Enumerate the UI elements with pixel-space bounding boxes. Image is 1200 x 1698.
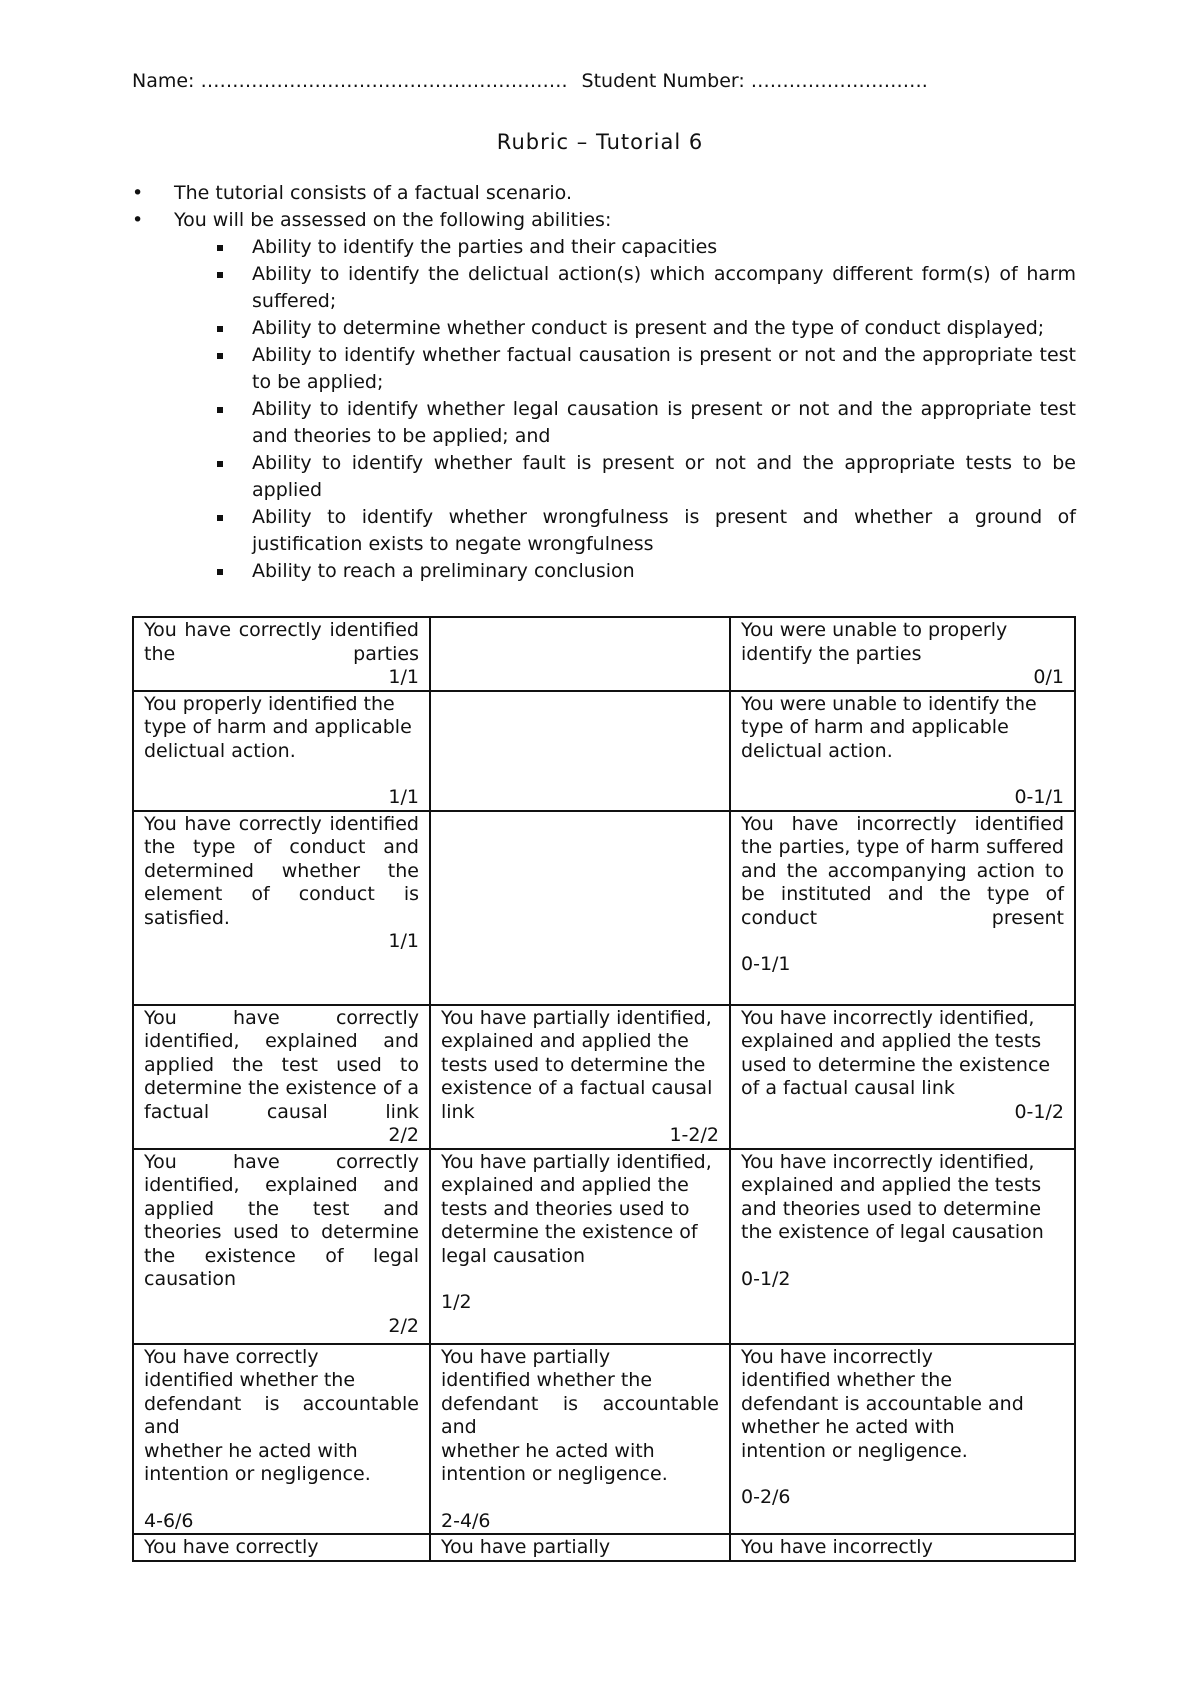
cell-text: You were unable to identify the type of harm and applicable delictual action. [741, 692, 1037, 762]
cell-line: intention or negligence. [144, 1463, 371, 1485]
cell-text: You have correctly identified the parties [144, 619, 419, 665]
cell-line: whether he acted with [441, 1439, 655, 1462]
cell-text: You have incorrectly identified the parties, type of harm suffered and the accompanying action to be instituted and the type of conduct present [741, 812, 1064, 929]
cell-text: You have incorrectly [741, 1536, 933, 1558]
rubric-cell [730, 1534, 1075, 1561]
cell-line: identified whether the [144, 1369, 356, 1391]
cell-line: whether he acted with [144, 1439, 358, 1462]
rubric-cell [133, 1149, 430, 1344]
cell-line: defendant is accountable [441, 1392, 719, 1415]
cell-line: You have partially [441, 1345, 611, 1368]
cell-line: intention or negligence. [741, 1439, 968, 1462]
rubric-cell [730, 617, 1075, 691]
rubric-cell [430, 691, 730, 811]
cell-line: defendant is accountable and [741, 1392, 1024, 1415]
rubric-cell [730, 1149, 1075, 1344]
ability-item: Ability to identify the delictual action(s) which accompany different form(s) of harm suffered; [132, 261, 1076, 315]
cell-text: You have correctly identified the type of conduct and determined whether the element of conduct is satisfied. [144, 812, 419, 929]
table-row [133, 811, 1075, 1005]
table-row [133, 1534, 1075, 1561]
cell-text: You have partially identified, explained and applied the tests used to determine the existence of a factual causal link [441, 1006, 713, 1123]
rubric-cell [430, 1149, 730, 1344]
cell-text: You have incorrectly identified, explained and applied the tests used to determine the existence of a factual causal link [741, 1006, 1051, 1099]
rubric-cell [133, 811, 430, 1005]
rubric-cell [133, 691, 430, 811]
rubric-cell [730, 811, 1075, 1005]
cell-text: You properly identified the type of harm and applicable delictual action. [144, 692, 412, 762]
cell-text: You were unable to properly identify the parties [741, 619, 1008, 665]
cell-line: whether he acted with [741, 1416, 955, 1438]
cell-text: You have partially identified, explained and applied the tests and theories used to determine the existence of legal causation [441, 1150, 712, 1267]
cell-mark: 0-1/1 [1014, 786, 1064, 808]
rubric-table [132, 616, 1076, 1562]
cell-mark: 0-1/2 [741, 1267, 791, 1290]
rubric-cell [430, 811, 730, 1005]
cell-text: You have incorrectly identified, explained and applied the tests and theories used to determine the existence of legal causation [741, 1150, 1044, 1243]
rubric-cell [730, 1005, 1075, 1149]
rubric-cell [430, 617, 730, 691]
rubric-cell [133, 1534, 430, 1561]
cell-line: identified whether the [441, 1369, 653, 1391]
rubric-cell [730, 691, 1075, 811]
rubric-cell [430, 1005, 730, 1149]
cell-line: You have correctly [144, 1345, 319, 1368]
cell-line: intention or negligence. [441, 1463, 668, 1485]
student-number-label: Student Number: ………………………. [581, 70, 928, 92]
cell-mark: 1/2 [441, 1291, 472, 1313]
cell-mark: 1-2/2 [669, 1124, 719, 1146]
cell-mark: 1/1 [388, 666, 419, 688]
cell-mark: 1/1 [388, 930, 419, 952]
cell-text: You have correctly identified, explained and applied the test used to determine the existence of a factual causal link [144, 1006, 419, 1123]
table-row [133, 617, 1075, 691]
table-row [133, 1005, 1075, 1149]
document-title: Rubric – Tutorial 6 [496, 130, 704, 154]
intro-bullet: • You will be assessed on the following abilities: [132, 207, 1076, 234]
rubric-cell [133, 1005, 430, 1149]
cell-mark: 2-4/6 [441, 1509, 491, 1532]
cell-text: You have correctly identified, explained and applied the test and theories used to determine the existence of legal causation [144, 1150, 419, 1290]
cell-line: You have incorrectly [741, 1345, 933, 1368]
cell-mark: 0-2/6 [741, 1486, 791, 1508]
ability-item: Ability to identify whether wrongfulness is present and whether a ground of justification exists to negate wrongfulness [132, 504, 1076, 558]
ability-item: Ability to identify the parties and their capacities [132, 234, 1076, 261]
cell-line: identified whether the [741, 1369, 953, 1391]
cell-text: You have correctly [144, 1536, 319, 1558]
name-label: Name: …………………………………………………. [132, 70, 568, 92]
cell-line: and [144, 1416, 180, 1438]
ability-item: Ability to identify whether factual causation is present or not and the appropriate test to be applied; [132, 342, 1076, 396]
table-row [133, 1149, 1075, 1344]
rubric-cell [133, 1344, 430, 1535]
ability-item: Ability to reach a preliminary conclusion [132, 558, 1076, 585]
cell-mark: 4-6/6 [144, 1509, 194, 1532]
cell-mark: 0/1 [1033, 666, 1064, 688]
cell-mark: 0-1/2 [1014, 1100, 1064, 1123]
cell-mark: 2/2 [388, 1314, 419, 1337]
rubric-cell [430, 1344, 730, 1535]
cell-text: You have partially [441, 1536, 611, 1558]
cell-line: defendant is accountable [144, 1392, 419, 1415]
cell-line: and [441, 1416, 477, 1438]
rubric-cell [730, 1344, 1075, 1535]
table-row [133, 1344, 1075, 1535]
ability-item: Ability to determine whether conduct is present and the type of conduct displayed; [132, 315, 1076, 342]
ability-item: Ability to identify whether legal causation is present or not and the appropriate test and theories to be applied; and [132, 396, 1076, 450]
cell-mark: 1/1 [388, 786, 419, 808]
cell-mark: 2/2 [388, 1124, 419, 1146]
rubric-cell [430, 1534, 730, 1561]
intro-bullet: • The tutorial consists of a factual scenario. [132, 180, 1076, 207]
table-row [133, 691, 1075, 811]
rubric-cell [133, 617, 430, 691]
cell-mark: 0-1/1 [741, 953, 791, 975]
intro-list [132, 180, 1076, 585]
ability-item: Ability to identify whether fault is present or not and the appropriate tests to be applied [132, 450, 1076, 504]
name-student-number-line [132, 70, 928, 92]
